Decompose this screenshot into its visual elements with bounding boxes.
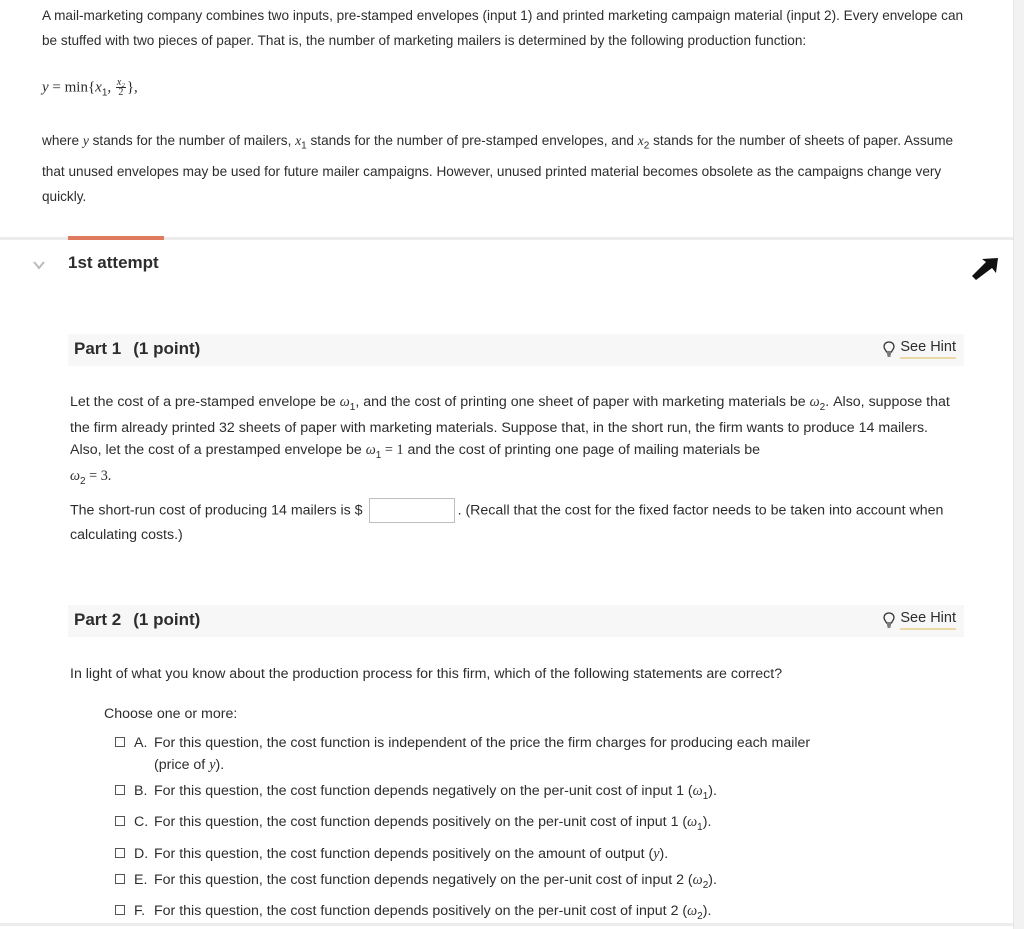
option-a-var: y [209,756,216,773]
part2-header [68,605,964,637]
defs-sub-2: 2 [643,140,650,152]
part1-see-hint-button[interactable] [883,339,956,359]
p1-eq1: = 1 [381,441,404,458]
option-f-sub: 2 [697,911,703,923]
option-a-end: ). [215,756,225,773]
problem-intro [42,3,977,53]
option-b-checkbox[interactable] [115,785,125,795]
option-c-sub: 1 [697,822,703,834]
option-b-end: ). [708,783,717,799]
part1-header [68,334,964,366]
option-e-letter: E. [134,872,148,889]
option-f-var: ω [687,903,698,920]
variable-definitions [42,128,977,209]
option-f-letter: F. [134,903,146,920]
part2-hint-label: See Hint [900,610,956,630]
option-d[interactable] [114,844,874,866]
production-function-formula [42,78,138,98]
formula-y: y [42,79,49,96]
option-c-text: For this question, the cost function depends positively on the per-unit cost of input 1 ( [154,814,688,831]
p1-w2: ω [809,394,820,410]
part2-question: In light of what you know about the production process for this firm, which of the following statements are correct? [70,666,783,682]
choose-one-or-more-label: Choose one or more: [104,706,238,722]
option-c-var: ω [687,814,698,831]
option-d-letter: D. [134,845,149,862]
defs-var-x2: x [637,133,644,148]
option-e-sub: 2 [702,879,709,891]
part1-statement [70,392,962,492]
option-b-sub: 1 [702,790,709,802]
formula-x1-sub: 1 [101,87,108,99]
formula-frac-den: 2 [118,87,124,98]
p1-w1b-sub: 1 [375,449,382,461]
option-e[interactable] [114,870,874,896]
option-c-letter: C. [134,814,149,831]
chevron-down-icon[interactable] [32,258,46,272]
option-d-text: For this question, the cost function depends positively on the amount of output ( [154,845,654,862]
p1-w2-sub: 2 [819,401,826,413]
formula-fraction [116,78,126,97]
lightbulb-icon [883,341,895,357]
option-b[interactable] [114,781,874,807]
p1-question-b: . (Recall that the cost for the fixed factor needs to be taken into account when calculating costs.) [70,502,944,544]
option-a-checkbox[interactable] [115,737,125,747]
part1-points: (1 point) [133,339,201,358]
part2-points: (1 point) [133,610,201,629]
option-a-cont: (price of [154,756,210,773]
option-a-letter: A. [134,735,148,751]
attempt-title[interactable]: 1st attempt [68,253,159,272]
formula-end: }, [126,79,138,96]
defs-text-c: stands for the number of pre-stamped envelopes, and [306,133,638,148]
p1-w1-sub: 1 [349,401,356,413]
option-e-end: ). [708,872,717,889]
part1-hint-label: See Hint [900,339,956,359]
part1-title [74,339,200,359]
p1-w2b-sub: 2 [80,475,86,487]
p1-text-b: , and the cost of printing one sheet of paper with marketing materials be [355,394,810,410]
intro-paragraph: A mail-marketing company combines two inputs, pre-stamped envelopes (input 1) and printed marketing campaign material (input 2). Every envelope can be stuffed with two pieces of paper. That is, the number of marketing mailers is determined by the following production function: [42,8,964,48]
scrollbar[interactable] [1013,0,1024,929]
part1-question [70,498,962,548]
p1-eq2: = 3. [85,468,112,485]
part1-label: Part 1 [74,339,122,358]
formula-min: = min{ [48,79,96,96]
option-f-checkbox[interactable] [115,905,125,915]
p1-w2b: ω [70,468,81,485]
option-f-text: For this question, the cost function depends positively on the per-unit cost of input 2 ( [154,903,688,920]
part2-label: Part 2 [74,610,122,629]
defs-text-a: where [42,133,83,148]
defs-sub-1: 1 [301,140,307,152]
attempt-tab-indicator [68,236,164,240]
option-c-end: ). [702,814,712,831]
short-run-cost-input[interactable] [369,498,455,523]
option-c-checkbox[interactable] [115,816,125,826]
part2-title [74,610,200,630]
defs-text-b: stands for the number of mailers, [88,133,296,148]
defs-var-x1: x [295,133,302,148]
p1-w1b: ω [365,441,376,458]
p1-text-a: Let the cost of a pre-stamped envelope be [70,394,340,410]
option-b-letter: B. [134,783,148,799]
lightbulb-icon [883,612,895,628]
option-b-text: For this question, the cost function depends negatively on the per-unit cost of input 1 ( [154,783,693,799]
p1-w1: ω [339,394,350,410]
defs-var-y: y [82,133,89,148]
mouse-cursor-icon [970,254,1002,280]
p1-question-a: The short-run cost of producing 14 mailers is $ [70,502,363,519]
answer-options [114,733,874,929]
formula-comma: , [107,79,115,96]
part2-see-hint-button[interactable] [883,610,956,630]
option-a-continuation [134,755,874,777]
p1-text-c: . Also, suppose that the firm already printed 32 sheets of paper with marketing materials. Suppose that, in the short run, the firm wants to produce 14 mailers. Also, let the cost of a prestamped envelope be [70,394,950,458]
option-d-end: ). [659,845,669,862]
option-f-end: ). [702,903,712,920]
bottom-divider [0,923,1013,926]
defs-text-d: stands for the number of sheets of paper. Assume that unused envelopes may be used for future mailer campaigns. However, unused printed material becomes obsolete as the campaigns change very quickly. [42,133,954,204]
option-e-text: For this question, the cost function depends negatively on the per-unit cost of input 2 ( [154,872,693,889]
option-c[interactable] [114,812,874,838]
option-d-var: y [653,845,660,862]
formula-frac-num: x₂ [116,77,125,88]
formula-x1: x [95,79,102,96]
option-a[interactable] [114,733,874,776]
option-e-checkbox[interactable] [115,874,125,884]
option-b-var: ω [692,783,703,799]
p1-text-d: and the cost of printing one page of mailing materials be [403,441,761,458]
option-e-var: ω [692,872,703,889]
option-a-text: For this question, the cost function is independent of the price the firm charges for producing each mailer [154,735,811,751]
option-d-checkbox[interactable] [115,848,125,858]
